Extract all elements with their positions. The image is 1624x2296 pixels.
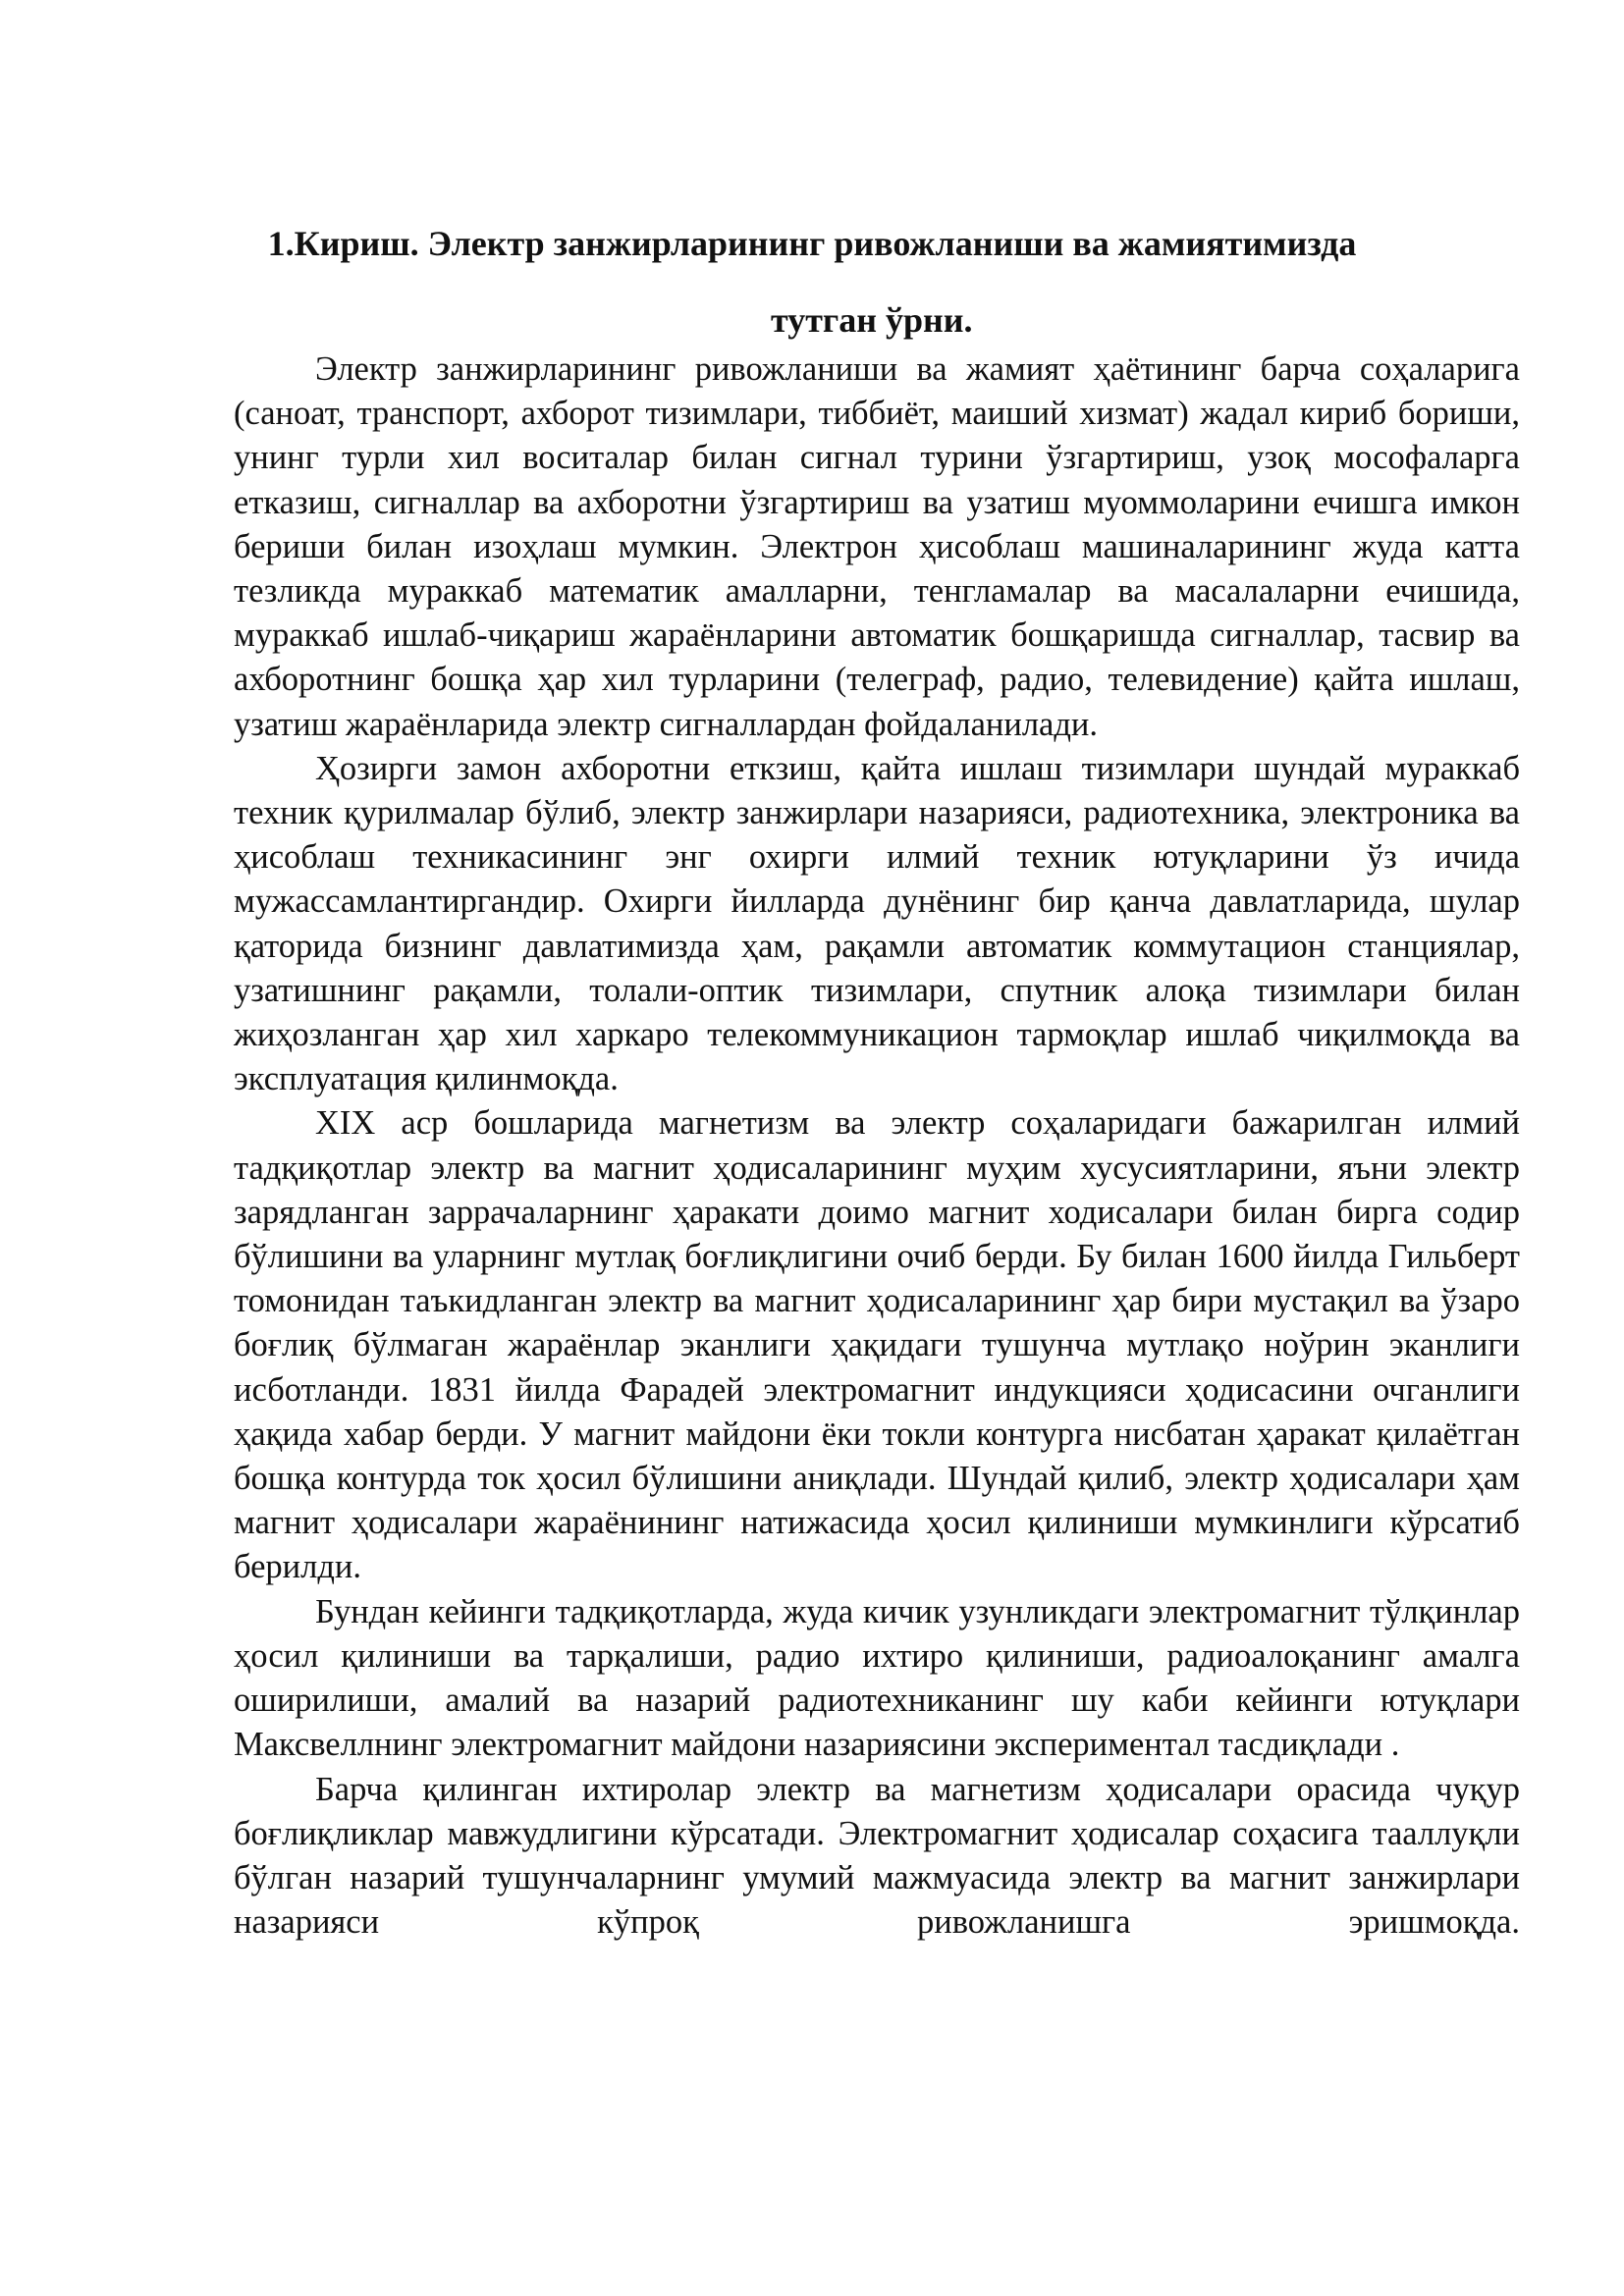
document-body [234,347,1520,1945]
title-line-2: тутган ўрни. [771,300,973,340]
paragraph-1: Электр занжирларининг ривожланиши ва жамият ҳаётининг барча соҳаларига (саноат, транспорт, ахборот тизимлари, тиббиёт, маиший хизмат) жадал кириб бориши, унинг турли хил воситалар билан сигнал турини ўзгартириш, узоқ мософаларга етказиш, сигналлар ва ахборотни ўзгартириш ва узатиш муоммоларини ечишга имкон бериши билан изоҳлаш мумкин. Электрон ҳисоблаш машиналарининг жуда катта тезликда мураккаб математик амалларни, тенгламалар ва масалаларни ечишида, мураккаб ишлаб-чиқариш жараёнларини автоматик бошқаришда сигналлар, тасвир ва ахборотнинг бошқа ҳар хил турларини (телеграф, радио, телевидение) қайта ишлаш, узатиш жараёнларида электр сигналлардан фойдаланилади. [234,350,1520,743]
paragraph-4: Бундан кейинги тадқиқотларда, жуда кичик узунликдаги электромагнит тўлқинлар ҳосил қилиниши ва тарқалиши, радио ихтиро қилиниши, радиоалоқанинг амалга оширилиши, амалий ва назарий радиотехниканинг шу каби кейинги ютуқлари Максвеллнинг электромагнит майдони назариясини экспериментал тасдиқлади . [234,1592,1520,1764]
title-line-1: 1.Кириш. Электр занжирларининг ривожланиши ва жамиятимизда [267,224,1357,263]
paragraph-2: Ҳозирги замон ахборотни еткзиш, қайта ишлаш тизимлари шундай мураккаб техник қурилмалар бўлиб, электр занжирлари назарияси, радиотехника, электроника ва ҳисоблаш техникасининг энг охирги илмий техник ютуқларини ўз ичида мужассамлантиргандир. Охирги йилларда дунёнинг бир қанча давлатларида, шулар қаторида бизнинг давлатимизда ҳам, рақамли автоматик коммутацион станциялар, узатишнинг рақамли, толали-оптик тизимлари, спутник алоқа тизимлари билан жиҳозланган ҳар хил харкаро телекоммуникацион тармоқлар ишлаб чиқилмоқда ва эксплуатация қилинмоқда. [234,749,1520,1098]
paragraph-5: Барча қилинган ихтиролар электр ва магнетизм ҳодисалари орасида чуқур боғлиқликлар мавжудлигини кўрсатади. Электромагнит ҳодисалар соҳасига тааллуқли бўлган назарий тушунчаларнинг умумий мажмуасида электр ва магнит занжирлари назарияси кўпроқ ривожланишга эришмоқда. [234,1770,1520,1942]
paragraph-3: XIX аср бошларида магнетизм ва электр соҳаларидаги бажарилган илмий тадқиқотлар электр ва магнит ҳодисаларининг муҳим хусусиятларини, яъни электр зарядланган заррачаларнинг ҳаракати доимо магнит ходисалари билан бирга содир бўлишини ва уларнинг мутлақ боғлиқлигини очиб берди. Бу билан 1600 йилда Гильберт томонидан таъкидланган электр ва магнит ҳодисаларининг ҳар бири мустақил ва ўзаро боғлиқ бўлмаган жараёнлар эканлиги ҳақидаги тушунча мутлақо ноўрин эканлиги исботланди. 1831 йилда Фарадей электромагнит индукцияси ҳодисасини очганлиги ҳақида хабар берди. У магнит майдони ёки токли контурга нисбатан ҳаракат қилаётган бошқа контурда ток ҳосил бўлишини аниқлади. Шундай қилиб, электр ҳодисалари ҳам магнит ҳодисалари жараёнининг натижасида ҳосил қилиниши мумкинлиги кўрсатиб берилди. [234,1104,1520,1586]
